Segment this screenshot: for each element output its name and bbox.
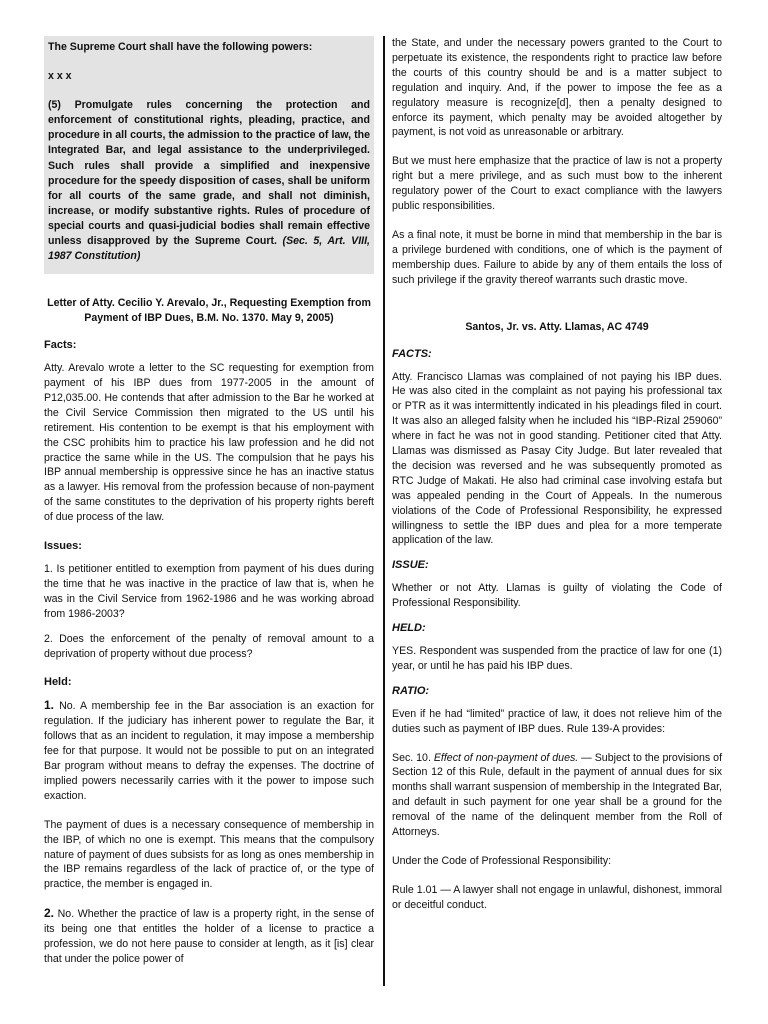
held-2-number: 2. bbox=[44, 906, 55, 921]
arevalo-facts-heading: Facts: bbox=[44, 339, 77, 352]
arevalo-issues-heading: Issues: bbox=[44, 540, 82, 553]
santos-issue-text: Whether or not Atty. Llamas is guilty of violating the Code of Professional Responsibility. bbox=[392, 582, 722, 610]
santos-held-text: YES. Respondent was suspended from the practice of law for one (1) year, or until he has paid his IBP dues. bbox=[392, 645, 722, 672]
sec-10-text: — Subject to the provisions of Section 12 of this Rule, default in the payment of annual dues for six months shall warrant suspension of membership in the Integrated Bar, and default in such payment for one year shall be a ground for the removal of the name of the delinquent member from the Roll of Attorneys. bbox=[392, 751, 723, 839]
santos-facts-heading: FACTS: bbox=[392, 347, 432, 360]
santos-ratio-text: Even if he had “limited” practice of law, it does not relieve him of the duties such as payment of IBP dues. Rule 139-A provides: bbox=[392, 707, 722, 735]
quote-citation: (Sec. 5, Art. VIII, 1987 Constitution) bbox=[48, 235, 370, 263]
column-divider bbox=[383, 36, 385, 986]
final-note-paragraph: As a final note, it must be borne in mind that membership in the bar is a privilege burdened with conditions, one of which is the payment of membership dues. Failure to abide by any of them entails the loss of such privilege if the gravity thereof warrants such drastic move. bbox=[392, 228, 722, 286]
constitution-quote-box bbox=[44, 36, 374, 274]
arevalo-held-1-para-2: The payment of dues is a necessary consequence of membership in the IBP, of which no one is exempt. This means that the compulsory nature of payment of dues subsists for as long as ones membership in the IBP remains regardless of the lack of practice of, or the type of practice, the member is engaged in. bbox=[44, 818, 374, 891]
right-column bbox=[392, 36, 722, 913]
quote-body bbox=[48, 98, 370, 264]
held-1-number: 1. bbox=[44, 698, 55, 713]
santos-facts-text: Atty. Francisco Llamas was complained of not paying his IBP dues. He was also cited in the complaint as not paying his professional tax or PTR as it was intermittently indicated in his pleadings filed in court. It was also an alleged falsity when he included his “IBP-Rizal 259060” where in fact he was not in good standing. Petitioner cited that Atty. Llamas was dismissed as Pasay City Judge. But later revealed that the decision was reversed and he was subsequently promoted as RTC Judge of Makati. He also had criminal case involving estafa but was appealed pending in the Court of Appeals. In the numerous violations of the Code of Professional Responsibility, he expressed willingness to settle the IBP dues and plea for a more temperate application of the law. bbox=[392, 370, 722, 547]
arevalo-issue-1: 1. Is petitioner entitled to exemption from payment of his dues during the time that he was inactive in the practice of law that is, when he was in the Civil Service from 1962-1986 and he was working abroad from 1986-2003? bbox=[44, 563, 374, 620]
arevalo-held-2 bbox=[44, 906, 374, 967]
left-column bbox=[44, 36, 374, 967]
santos-ratio-heading: RATIO: bbox=[392, 684, 430, 697]
quote-text: (5) Promulgate rules concerning the protection and enforcement of constitutional rights, pleading, practice, and procedure in all courts, the admission to the practice of law, the Integrated Bar, and legal assistance to the underprivileged. Such rules shall provide a simplified and inexpensive procedure for the speedy disposition of cases, shall be uniform for all courts of the same grade, and shall not diminish, increase, or modify substantive rights. Rules of procedure of special courts and quasi-judicial bodies shall remain effective unless disapproved by the Supreme Court. bbox=[48, 99, 370, 248]
arevalo-facts-text: Atty. Arevalo wrote a letter to the SC requesting for exemption from payment of his IBP dues from 1977-2005 in the amount of P12,035.00. He contends that after admission to the Bar he worked at the Civil Service Commission then migrated to the US until his retirement. His contention to be exempt is that his employment with the CSC prohibits him to practice his law profession and he did not practice the same while in the US. The compulsion that he pays his IBP annual membership is oppressive since he has an inactive status as a lawyer. His removal from the profession because of non-payment of the same constitutes to the deprivation of his property rights bereft of due process of the law. bbox=[44, 362, 374, 524]
police-power-continuation: the State, and under the necessary powers granted to the Court to perpetuate its existence, the respondents right to practice law before the courts of this country should be and is a matter subject to regulation and inquiry. And, if the power to impose the fee as a regulatory measure is recognize[d], then a penalty designed to enforce its payment, which penalty may be avoided altogether by payment, is not void as unreasonable or arbitrary. bbox=[392, 37, 722, 139]
sec-10-title: Effect of non-payment of dues. bbox=[433, 751, 579, 764]
quote-ellipsis: x x x bbox=[48, 70, 72, 83]
santos-issue-heading: ISSUE: bbox=[392, 559, 429, 572]
quote-intro: The Supreme Court shall have the following powers: bbox=[48, 41, 313, 53]
santos-case-title: Santos, Jr. vs. Atty. Llamas, AC 4749 bbox=[465, 320, 649, 333]
rule-1-01: Rule 1.01 — A lawyer shall not engage in unlawful, dishonest, immoral or deceitful conduct. bbox=[392, 883, 722, 911]
section-10-paragraph bbox=[392, 751, 722, 840]
emphasize-paragraph: But we must here emphasize that the practice of law is not a property right but a mere privilege, and as such must bow to the inherent regulatory power of the Court to exact compliance with the lawyers public responsibilities. bbox=[392, 155, 722, 213]
santos-held-heading: HELD: bbox=[392, 622, 426, 635]
arevalo-issue-2: 2. Does the enforcement of the penalty of removal amount to a deprivation of property without due process? bbox=[44, 632, 374, 660]
arevalo-case-title: Letter of Atty. Cecilio Y. Arevalo, Jr., Requesting Exemption from Payment of IBP Dues, B.M. No. 1370. May 9, 2005) bbox=[47, 297, 371, 325]
held-2-text: No. Whether the practice of law is a property right, in the sense of its being one that entitles the holder of a license to practice a profession, we do not here pause to consider at length, as it [is] clear that under the police power of bbox=[44, 908, 374, 965]
code-of-responsibility-line: Under the Code of Professional Responsibility: bbox=[392, 854, 612, 867]
sec-10-prefix: Sec. 10. bbox=[392, 751, 434, 764]
held-1-text: No. A membership fee in the Bar association is an exaction for regulation. If the judiciary has inherent power to regulate the Bar, it follows that as an incident to regulation, it may impose a membership fee for that purpose. It would not be possible to put on an integrated Bar program without means to defray the expenses. The doctrine of implied powers necessarily carries with it the power to impose such exaction. bbox=[44, 700, 374, 802]
arevalo-held-heading: Held: bbox=[44, 676, 72, 689]
arevalo-held-1 bbox=[44, 698, 374, 803]
